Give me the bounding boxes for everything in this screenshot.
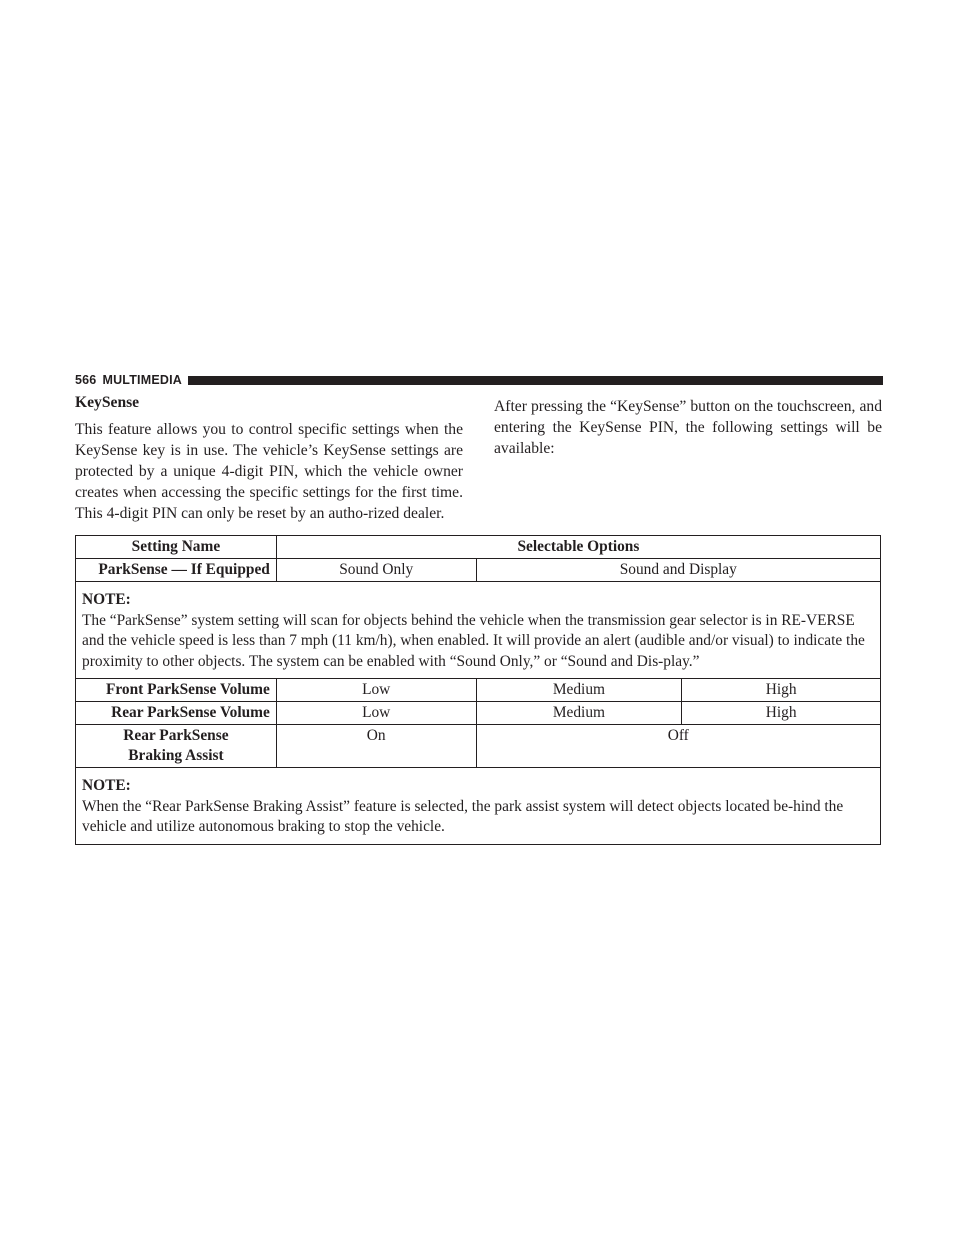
option-cell: Sound Only [276,559,476,582]
note-label: NOTE: [82,777,131,794]
note-cell [76,582,881,679]
note-row [76,768,881,845]
left-column [75,392,463,524]
availability-paragraph: After pressing the “KeySense” button on the touchscreen, and entering the KeySense PIN, the following settings will be available: [494,398,882,457]
section-title: MULTIMEDIA [102,373,183,387]
page-header [75,372,883,388]
option-cell: Medium [476,679,682,702]
note-row [76,582,881,679]
right-column [494,396,882,459]
option-cell: Off [476,725,880,768]
option-cell: On [276,725,476,768]
setting-name-cell: ParkSense — If Equipped [76,559,277,582]
setting-name-header: Setting Name [76,536,277,559]
setting-name-cell: Rear ParkSense Volume [76,702,277,725]
selectable-options-header: Selectable Options [276,536,880,559]
settings-table [75,535,881,845]
setting-name-cell: Front ParkSense Volume [76,679,277,702]
header-rule [188,376,883,385]
note-text: When the “Rear ParkSense Braking Assist” feature is selected, the park assist system will detect objects located be-hind the vehicle and utilize autonomous braking to stop the vehicle. [82,797,844,835]
table-row [76,679,881,702]
page-number: 566 [75,373,97,387]
table-row [76,559,881,582]
setting-name-cell: Rear ParkSense Braking Assist [76,725,277,768]
option-cell: High [682,679,881,702]
option-cell: Low [276,679,476,702]
table-row [76,702,881,725]
note-label: NOTE: [82,591,131,608]
table-header-row [76,536,881,559]
option-cell: Low [276,702,476,725]
option-cell: Sound and Display [476,559,880,582]
option-cell: Medium [476,702,682,725]
note-text: The “ParkSense” system setting will scan for objects behind the vehicle when the transmission gear selector is in RE-VERSE and the vehicle speed is less than 7 mph (11 km/h), when enabled. It will provide an alert (audible and/or visual) to indicate the proximity to other objects. The system can be enabled with “Sound Only,” or “Sound and Dis-play.” [82,611,865,670]
option-cell: High [682,702,881,725]
note-cell [76,768,881,845]
section-heading: KeySense [75,394,140,411]
intro-paragraph: This feature allows you to control specific settings when the KeySense key is in use. The vehicle’s KeySense settings are protected by a unique 4-digit PIN, which the vehicle owner creates when accessing the specific settings for the first time. This 4-digit PIN can only be reset by an autho-rized dealer. [75,421,463,522]
table-row [76,725,881,768]
